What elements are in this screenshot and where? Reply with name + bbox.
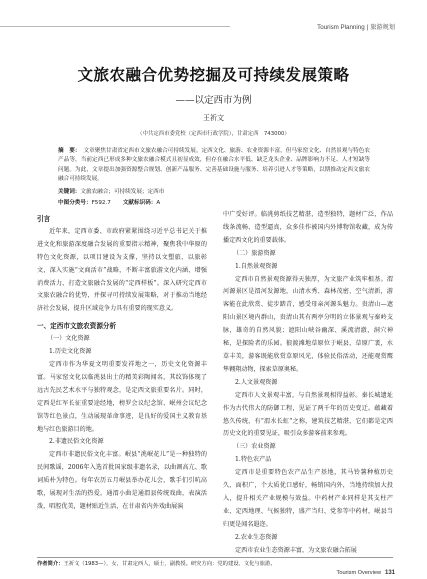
footnote-text: 王祈文（1983—），女，甘肃定西人，硕士，副教授。研究方向：党的建设、文化与旅游。 <box>63 561 276 567</box>
classification-line <box>58 198 160 206</box>
abstract-text: 文章聚焦甘肃省定西市文旅农融合可持续发展。定西文化、旅游、农业资源丰富，但马家窑文化、自然景观与特色农产品等，当前定西已形成多种文旅农融合模式且初显成效，但存在融合水平低、缺乏龙头企业、品牌影响力不足、人才短缺等问题。为此，文章提出加强资源整合规划、创新产品服务、完善基础设施与服务、培养引进人才等策略，以期推动定西文旅农融合可持续发展。 <box>58 148 370 183</box>
footnote-rule <box>37 557 393 558</box>
header-separator: | <box>366 24 369 31</box>
article-subtitle: ——以定西市为例 <box>175 95 252 106</box>
item-heading: 1.特色农产品 <box>235 456 272 464</box>
header-rule <box>0 26 230 27</box>
abstract <box>58 147 370 185</box>
footnote-label: 作者简介： <box>37 561 64 567</box>
footer-journal: Tourism Overview <box>336 570 381 576</box>
running-header <box>0 22 427 32</box>
subsection-heading: （二）旅游资源 <box>233 249 276 257</box>
intro-heading: 引言 <box>37 215 51 223</box>
keywords-label: 关键词： <box>58 189 81 195</box>
folk-paragraph: 定西市非遗民俗文化丰富。岷县“洮岷花儿”是一种独特的民间歌谣，2006年入选首批国家级非遗名录，以曲调高亢、歌词质朴为特色。每年农历五月岷县举办花儿会，歌手们引吭高歌，展现对生活的热爱。通渭小曲是通渭县传统戏曲，表演活泼，唱腔优美，题材贴近生活，在甘肃省内外戏曲展演 <box>37 451 207 510</box>
page-footer <box>337 570 395 576</box>
keywords: 文旅农融合；可持续发展；定西市 <box>80 189 165 195</box>
doc-code: A <box>156 200 161 206</box>
page-number: 131 <box>384 570 395 576</box>
doc-code-label: 文献标识码： <box>122 200 157 206</box>
subsection-heading: （一）文化资源 <box>47 335 90 343</box>
eco-paragraph: 定西市农业生态资源丰富，为文旅农融合拓展 <box>235 546 357 554</box>
journal-section-en: Tourism Planning <box>317 24 365 31</box>
item-heading: 2.农业生态资源 <box>235 533 278 541</box>
journal-section-cn: 旅游规划 <box>370 24 395 31</box>
agri-paragraph: 定西市是重要特色农产品生产基地，其马铃薯种植历史久、面积广，个大质优口感好，畅销国内外，当地持续加大投入，提升相关产业规模与效益。中药材产业同样是其支柱产业，定西地理、气候独特，盛产当归、党参等中药材，岷县当归更是闻名遐迩。 <box>223 469 393 528</box>
clc-label: 中图分类号： <box>58 200 92 206</box>
left-column <box>37 213 207 514</box>
item-heading: 2.非遗民俗文化资源 <box>49 438 104 446</box>
humanity-paragraph: 定西市人文景观丰富，与自然景观相得益彰。秦长城遗址作为古代伟大的防御工程，见证了两千年的历史变迁。蕴藏着悠久传统，有“渭水长虹”之称，建筑技艺精湛，它们都是定西历史文化的重要见证，吸引众多游客前来参观。 <box>223 391 393 438</box>
article-title: 文旅农融合优势挖掘及可持续发展策略 <box>77 66 350 84</box>
nature-paragraph: 定西市自然景观资源得天独厚，为文旅产业筑牢根基。渭河源景区是渭河发源地，山清水秀、森林茂密，空气清新，游客能在此欣赏、徒步踏青，感受母亲河源头魅力。贵清山—遮阳山景区境内群山，贵清山其有两亭分明的立体景观与秦岭支脉，雄奇的自然风貌；遮阳山峡谷幽深、溪流清澈，洞穴神秘，是探险者的乐园。狼渡滩地草原位于岷县，草原广袤，水草丰美，游客既能欣赏草原风光，体验民俗活动，还能观赏鹰隼翱翔动物，探索草原奥秘。 <box>223 275 393 373</box>
abstract-label: 摘 要： <box>58 148 81 154</box>
item-heading: 2.人文景观资源 <box>235 378 278 386</box>
subsection-heading: （三）农业资源 <box>233 443 276 451</box>
intro-paragraph: 近年来，定西市委、市政府紧紧围绕习近平总书记关于推进文化和旅游深度融合发展的重要指示精神，聚焦我中华原的特色文化资源，以项目建设为支撑，坚持以文塑旅、以旅彰文，深入实施“文商活市”战略，不断丰富旅游文化内涵、增强消费活力，打造文旅融合发展的“定西样板”。深入研究定西市文旅农融合的优势，并探寻可持续发展策略，对于推动当地经济社会发展，提升区域竞争力具有重要的现实意义。 <box>37 227 207 313</box>
item-heading: 1.自然景观资源 <box>235 262 278 270</box>
item-heading: 1.历史文化资源 <box>49 348 92 356</box>
section-heading: 一、定西市文旅农资源分析 <box>37 322 117 331</box>
folk-paragraph-continued: 中广受好评。临洮剪纸技艺精湛，造型独特，题材广泛，作品线条流畅、造型逼真，众多佳作被国内外博物馆收藏，成为传播定西文化的重要载体。 <box>223 211 393 244</box>
history-paragraph: 定西市作为华夏文明重要发祥地之一，历史文化资源丰富。马家窑文化以临洮县出土的精美彩陶闻名，其纹饰体现了远古先民艺术水平与独特观念，是定西文旅重要名片。同时，定西是红军长征重要途经地，榜罗会议纪念馆、岷州会议纪念馆等红色景点，生动展现革命事迹，是良好的爱国主义教育基地与红色旅游目的地。 <box>37 360 207 433</box>
clc-code: F592.7 <box>91 200 111 206</box>
right-column <box>223 209 393 557</box>
author-name: 王祈文 <box>203 114 224 122</box>
author-footnote <box>37 559 397 567</box>
header-text <box>317 22 395 31</box>
author-affiliation: （中共定西市委党校（定西市行政学院），甘肃定西 743000） <box>137 131 290 137</box>
keywords-line <box>58 187 164 195</box>
